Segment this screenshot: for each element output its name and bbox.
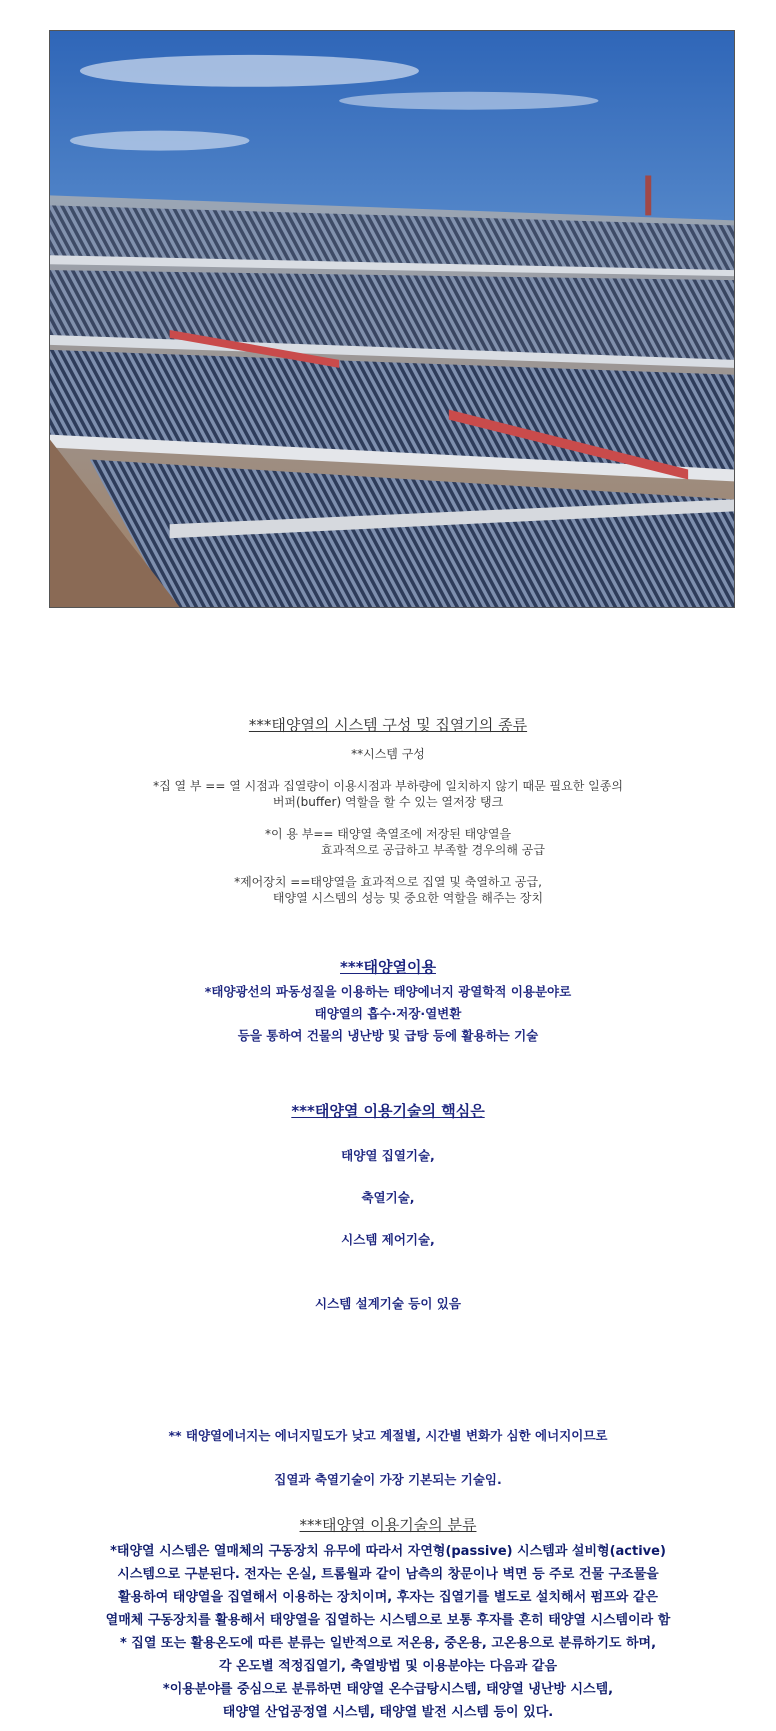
classification-line-5: * 집열 또는 활용온도에 따른 분류는 일반적으로 저온용, 중온용, 고온용으로 분류하기도 하며, xyxy=(119,1636,657,1651)
note-line-1: ** 태양열에너지는 에너지밀도가 낮고 계절별, 시간별 변화가 심한 에너지이므로 xyxy=(168,1428,608,1443)
classification-title xyxy=(0,1514,776,1535)
solar-collector-photo xyxy=(49,30,735,608)
core-item-4: 시스템 설계기술 등이 있음 xyxy=(315,1296,461,1311)
use-line-3: 등을 통하여 건물의 냉난방 및 급탕 등에 활용하는 기술 xyxy=(237,1028,539,1043)
core-item-1: 태양열 집열기술, xyxy=(341,1148,435,1163)
collector-line-2: 버퍼(buffer) 역할을 할 수 있는 열저장 탱크 xyxy=(272,795,504,809)
use-line-2: 태양열의 흡수·저장·열변환 xyxy=(314,1006,462,1021)
classification-line-6: 각 온도별 적정집열기, 축열방법 및 이용분야는 다음과 같음 xyxy=(218,1659,557,1674)
collector-line-1: *집 열 부 == 열 시점과 집열량이 이용시점과 부하량에 일치하지 않기 때문 필요한 일종의 xyxy=(153,779,623,793)
system-title xyxy=(0,714,776,735)
core-item-2: 축열기술, xyxy=(361,1190,415,1205)
control-line-2: 태양열 시스템의 성능 및 중요한 역할을 해주는 장치 xyxy=(272,891,544,905)
use-title-text: ***태양열이용 xyxy=(340,958,436,976)
classification-line-1: *태양열 시스템은 열매체의 구동장치 유무에 따라서 자연형(passive) 시스템과 설비형(active) xyxy=(110,1544,666,1559)
core-title-text: ***태양열 이용기술의 핵심은 xyxy=(291,1102,485,1120)
use-title xyxy=(0,956,776,977)
usage-line-1: *이 용 부== 태양열 축열조에 저장된 태양열을 xyxy=(264,827,512,841)
control-line-1: *제어장치 ==태양열을 효과적으로 집열 및 축열하고 공급, xyxy=(234,875,542,889)
classification-line-2: 시스템으로 구분된다. 전자는 온실, 트롬월과 같이 남측의 창문이나 벽면 등 주로 건물 구조물을 xyxy=(117,1567,659,1582)
note-line-2: 집열과 축열기술이 가장 기본되는 기술임. xyxy=(274,1472,502,1487)
use-line-1: *태양광선의 파동성질을 이용하는 태양에너지 광열학적 이용분야로 xyxy=(204,984,572,999)
core-item-3: 시스템 제어기술, xyxy=(341,1232,435,1247)
classification-title-text: ***태양열 이용기술의 분류 xyxy=(299,1516,477,1534)
usage-line-2: 효과적으로 공급하고 부족할 경우의해 공급 xyxy=(321,843,545,857)
core-title xyxy=(0,1100,776,1121)
system-subtitle: **시스템 구성 xyxy=(351,747,425,761)
classification-line-3: 활용하여 태양열을 집열해서 이용하는 장치이며, 후자는 집열기를 별도로 설치해서 펌프와 같은 xyxy=(118,1590,658,1605)
classification-line-7: *이용분야를 중심으로 분류하면 태양열 온수급탕시스템, 태양열 냉난방 시스템, xyxy=(162,1682,614,1697)
classification-line-4: 열매체 구동장치를 활용해서 태양열을 집열하는 시스템으로 보통 후자를 흔히 태양열 시스템이라 함 xyxy=(105,1613,671,1628)
classification-line-8: 태양열 산업공정열 시스템, 태양열 발전 시스템 등이 있다. xyxy=(222,1705,554,1720)
system-title-text: ***태양열의 시스템 구성 및 집열기의 종류 xyxy=(248,716,528,734)
solar-collector-field-icon xyxy=(50,31,734,607)
